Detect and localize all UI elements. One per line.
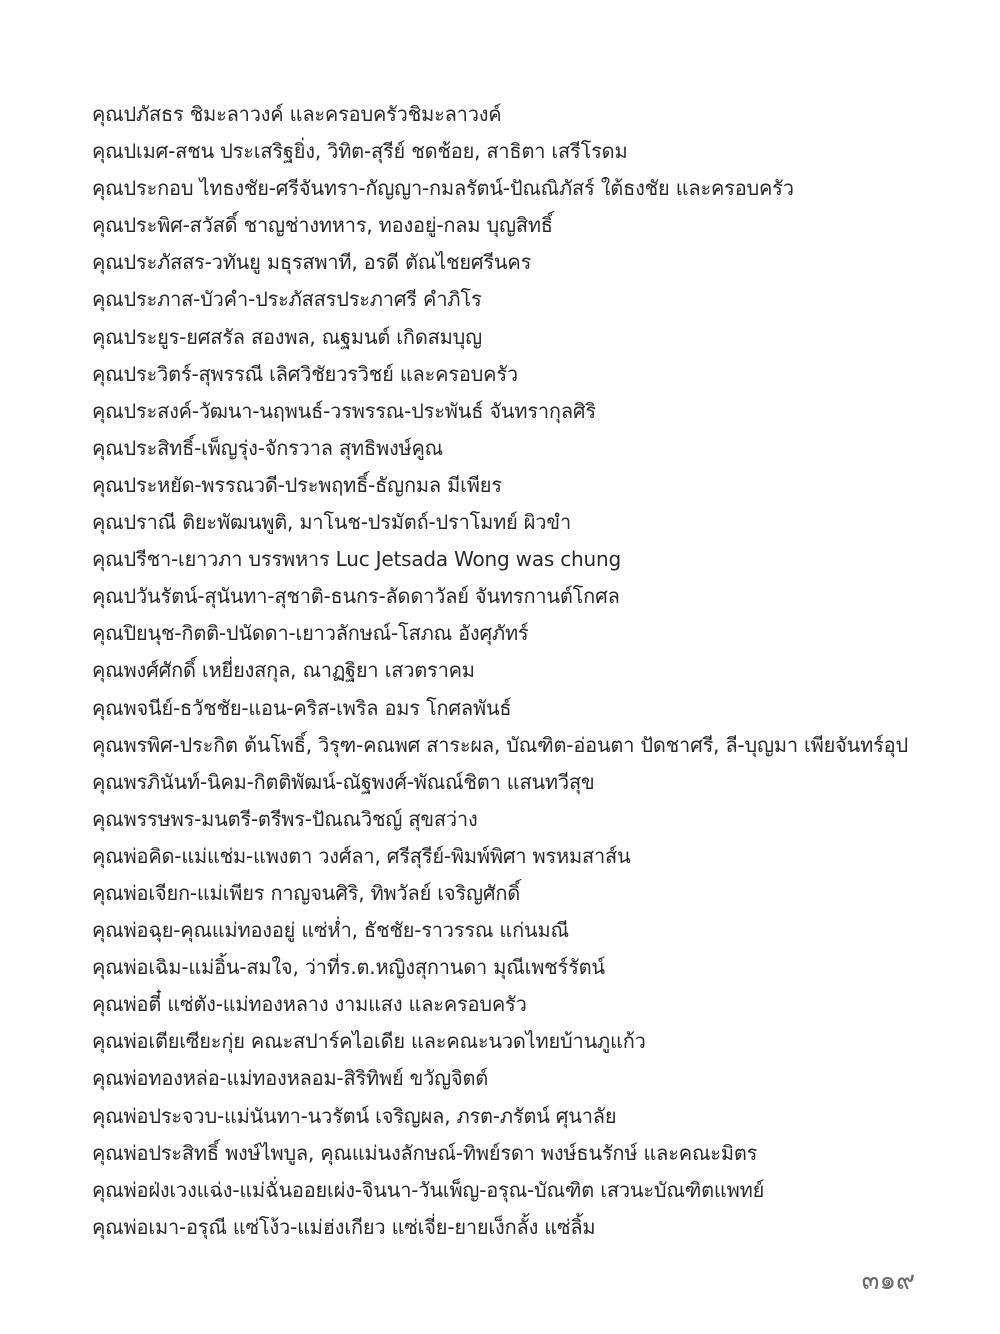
list-item: คุณพรพิศ-ประกิต ต้นโพธิ์, วิรุฑ-คณพศ สาระผล, บัณฑิต-อ่อนตา ปัดชาศรี, ลี-บุญมา เพียจันทร์อุป <box>92 732 908 757</box>
list-item: คุณปเมศ-สชน ประเสริฐยิ่ง, วิทิต-สุรีย์ ชดช้อย, สาธิตา เสรีโรดม <box>92 139 628 164</box>
list-item: คุณพ่อเจียก-แม่เพียร กาญจนศิริ, ทิพวัลย์ เจริญศักดิ์ <box>92 880 521 905</box>
page-number: ๓๑๙ <box>861 1266 915 1296</box>
list-item: คุณพ่อตี๋ แซ่ตัง-แม่ทองหลาง งามแสง และครอบครัว <box>92 992 527 1017</box>
list-item: คุณประภัสสร-วทันยู มธุรสพาที, อรดี ตัณไชยศรีนคร <box>92 250 532 275</box>
list-item: คุณพ่อทองหล่อ-แม่ทองหลอม-สิริทิพย์ ขวัญจิตต์ <box>92 1066 489 1091</box>
list-item: คุณประหยัด-พรรณวดี-ประพฤทธิ์-ธัญกมล มีเพียร <box>92 472 502 497</box>
list-item: คุณประยูร-ยศสรัล สองพล, ณฐมนต์ เกิดสมบุญ <box>92 324 482 349</box>
list-item: คุณประพิศ-สวัสดิ์ ชาญช่างทหาร, ทองอยู่-กลม บุญสิทธิ์ <box>92 213 553 238</box>
list-item: คุณประสงค์-วัฒนา-นฤพนธ์-วรพรรณ-ประพันธ์ จันทรากุลศิริ <box>92 398 596 423</box>
list-item: คุณปรีชา-เยาวภา บรรพหาร Luc Jetsada Wong was chung <box>92 547 621 572</box>
list-item: คุณพจนีย์-ธวัชชัย-แอน-คริส-เพริล อมร โกศลพันธ์ <box>92 695 512 720</box>
list-item: คุณพ่อเมา-อรุณี แซ่โง้ว-แม่ฮ่งเกียว แซ่เจี่ย-ยายเง็กลั้ง แซ่ลิ้ม <box>92 1214 596 1239</box>
list-item: คุณประกอบ ไทธงชัย-ศรีจันทรา-กัญญา-กมลรัตน์-ปัณณิภัสร์ ใต้ธงชัย และครอบครัว <box>92 176 794 201</box>
list-item: คุณปวันรัตน์-สุนันทา-สุชาติ-ธนกร-ลัดดาวัลย์ จันทรกานต์โกศล <box>92 584 620 609</box>
list-item: คุณพงศ์ศักดิ์ เหยี่ยงสกุล, ณาฏฐิยา เสวตราคม <box>92 658 475 683</box>
list-item: คุณปราณี ติยะพัฒนพูติ, มาโนช-ปรมัตถ์-ปราโมทย์ ผิวขำ <box>92 510 572 535</box>
list-item: คุณประภาส-บัวคำ-ประภัสสรประภาศรี คำภิโร <box>92 287 482 312</box>
list-item: คุณพ่อประสิทธิ์ พงษ์ไพบูล, คุณแม่นงลักษณ์-ทิพย์รดา พงษ์ธนรักษ์ และคณะมิตร <box>92 1140 758 1165</box>
list-item: คุณพ่อฉุย-คุณแม่ทองอยู่ แซ่ห่ำ, ธัชชัย-ราวรรณ แก่นมณี <box>92 918 569 943</box>
list-item: คุณพ่อคิด-แม่แช่ม-แพงตา วงศ์ลา, ศรีสุรีย์-พิมพ์พิศา พรหมสาส์น <box>92 843 631 868</box>
list-item: คุณประวิตร์-สุพรรณี เลิศวิชัยวรวิชย์ และครอบครัว <box>92 361 518 386</box>
list-item: คุณพรรษพร-มนตรี-ตรีพร-ปัณณวิชญ์ สุขสว่าง <box>92 806 478 831</box>
list-item: คุณประสิทธิ์-เพ็ญรุ่ง-จักรวาล สุทธิพงษ์คูณ <box>92 435 444 460</box>
list-item: คุณพรภินันท์-นิคม-กิตติพัฒน์-ณัฐพงศ์-พัณณ์ชิตา แสนทวีสุข <box>92 769 595 794</box>
list-item: คุณพ่อฝ่งเวงแฉ่ง-แม่ฉั่นออยเผ่ง-จินนา-วันเพ็ญ-อรุณ-บัณฑิต เสวนะบัณฑิตแพทย์ <box>92 1177 765 1202</box>
list-item: คุณพ่อเฉิม-แม่อิ้น-สมใจ, ว่าที่ร.ต.หญิงสุกานดา มุณีเพชร์รัตน์ <box>92 955 605 980</box>
list-item: คุณปิยนุช-กิตติ-ปนัดดา-เยาวลักษณ์-โสภณ อังศุภัทร์ <box>92 621 529 646</box>
list-item: คุณพ่อเตียเซียะกุ่ย คณะสปาร์คไอเดีย และคณะนวดไทยบ้านภูแก้ว <box>92 1029 646 1054</box>
list-item: คุณพ่อประจวบ-แม่นันทา-นวรัตน์ เจริญผล, ภรต-ภรัตน์ ศุนาลัย <box>92 1103 617 1128</box>
list-item: คุณปภัสธร ชิมะลาวงค์ และครอบครัวชิมะลาวงค์ <box>92 102 502 126</box>
donor-name-list <box>92 96 972 1246</box>
